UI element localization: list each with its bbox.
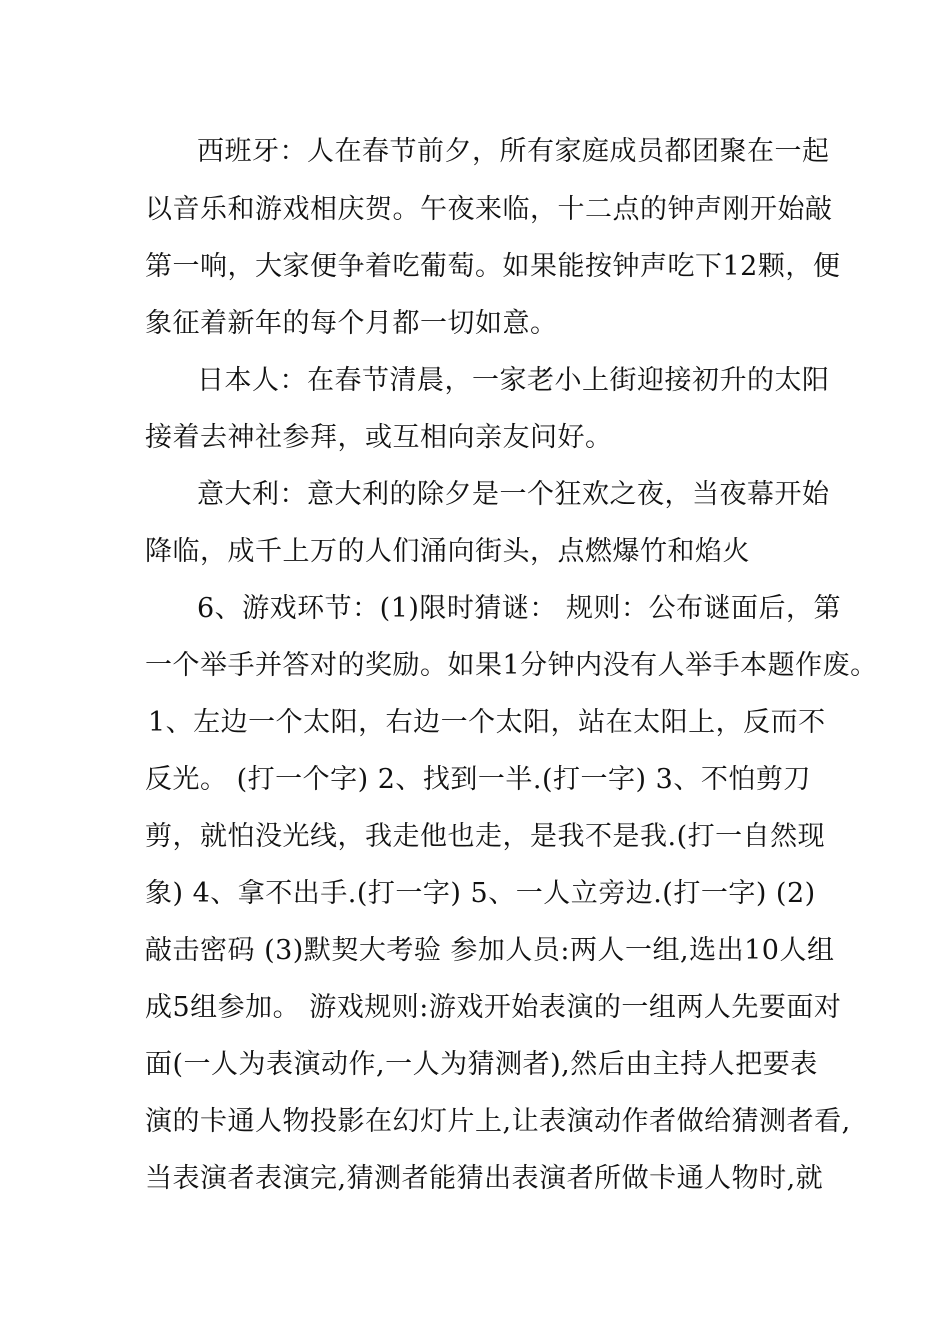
paragraph-japan-line-1: 日本人：在春节清晨，一家老小上街迎接初升的太阳 [197,365,830,396]
paragraph-games-line-6: 象) 4、拿不出手.(打一字) 5、一人立旁边.(打一字) (2) [145,878,816,909]
paragraph-italy-line-2: 降临，成千上万的人们涌向街头，点燃爆竹和焰火 [145,536,750,567]
paragraph-games-line-4: 反光。 (打一个字) 2、找到一半.(打一字) 3、不怕剪刀 [145,764,811,795]
paragraph-spain-line-4: 象征着新年的每个月都一切如意。 [145,308,558,339]
paragraph-games-line-3: 1、左边一个太阳，右边一个太阳，站在太阳上，反而不 [148,707,826,738]
paragraph-games-line-10: 演的卡通人物投影在幻灯片上,让表演动作者做给猜测者看, [145,1106,851,1137]
paragraph-spain-line-1: 西班牙：人在春节前夕，所有家庭成员都团聚在一起 [197,136,830,167]
paragraph-games-line-2: 一个举手并答对的奖励。如果1分钟内没有人举手本题作废。 [145,650,878,681]
paragraph-games-line-11: 当表演者表演完,猜测者能猜出表演者所做卡通人物时,就 [145,1163,824,1194]
paragraph-games-line-5: 剪，就怕没光线，我走他也走，是我不是我.(打一自然现 [145,821,826,852]
paragraph-games-line-8: 成5组参加。 游戏规则:游戏开始表演的一组两人先要面对 [145,992,842,1023]
paragraph-games-line-9: 面(一人为表演动作,一人为猜测者),然后由主持人把要表 [145,1049,818,1080]
paragraph-games-line-7: 敲击密码 (3)默契大考验 参加人员:两人一组,选出10人组 [145,935,835,966]
paragraph-japan-line-2: 接着去神社参拜，或互相向亲友问好。 [145,422,613,453]
paragraph-games-line-1: 6、游戏环节：(1)限时猜谜： 规则：公布谜面后，第 [197,593,842,624]
paragraph-spain-line-3: 第一响，大家便争着吃葡萄。如果能按钟声吃下12颗，便 [145,251,841,282]
paragraph-spain-line-2: 以音乐和游戏相庆贺。午夜来临，十二点的钟声刚开始敲 [145,194,833,225]
paragraph-italy-line-1: 意大利：意大利的除夕是一个狂欢之夜，当夜幕开始 [197,479,830,510]
